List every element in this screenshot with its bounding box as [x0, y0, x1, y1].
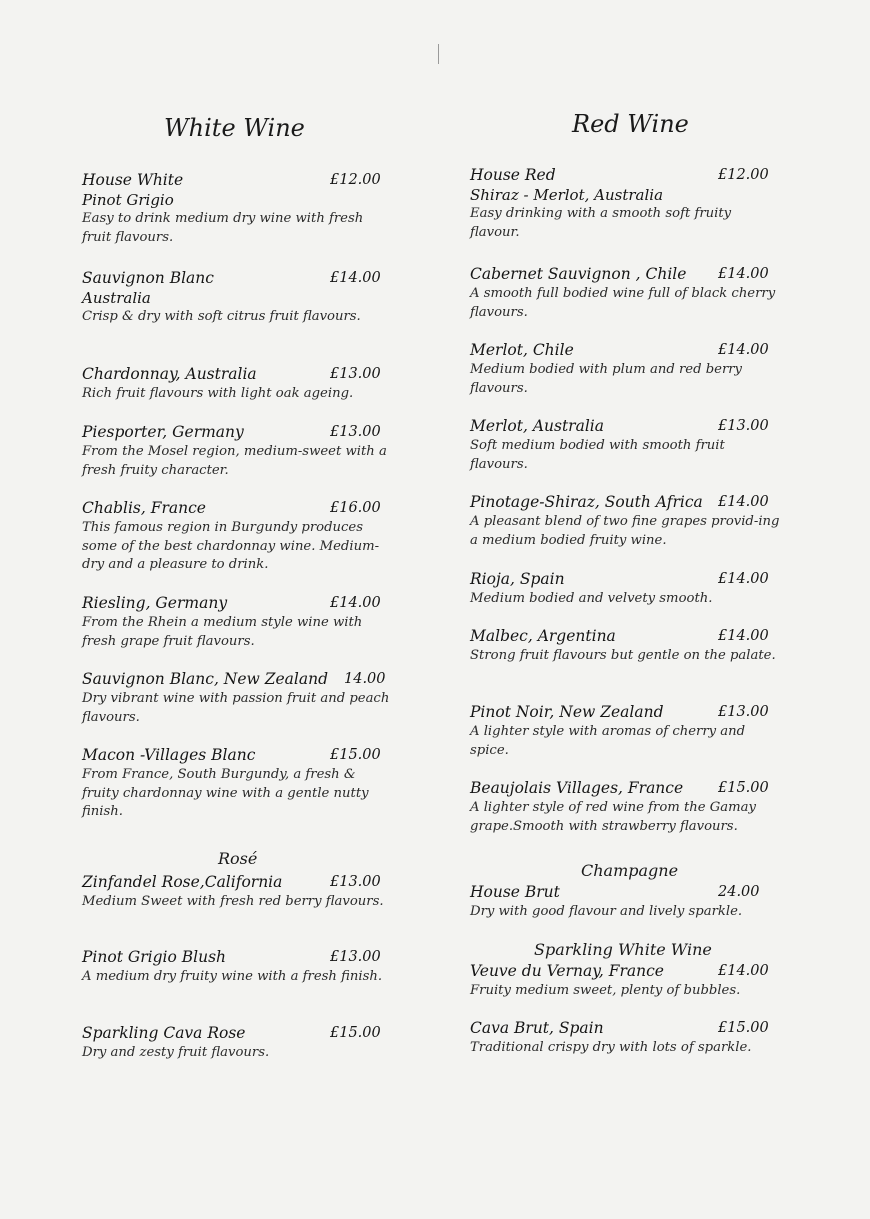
wine-name: Cabernet Sauvignon , Chile	[470, 265, 687, 283]
wine-description: Dry and zesty fruit flavours.	[82, 1045, 270, 1060]
wine-subtitle: Shiraz - Merlot, Australia	[470, 186, 664, 204]
wine-price: £14.00	[718, 963, 769, 979]
sparkling-wine-heading: Sparkling White Wine	[534, 940, 712, 959]
wine-description: Dry with good flavour and lively sparkle.	[470, 904, 743, 919]
wine-price: £14.00	[718, 266, 769, 282]
wine-description: Strong fruit flavours but gentle on the palate.	[470, 648, 776, 663]
wine-item	[82, 948, 394, 987]
wine-item	[82, 1024, 394, 1063]
wine-item	[470, 962, 782, 1001]
wine-description: Rich fruit flavours with light oak ageing.	[82, 386, 354, 401]
fold-mark	[438, 44, 439, 64]
wine-description: Fruity medium sweet, plenty of bubbles.	[470, 983, 741, 998]
wine-price: 24.00	[718, 884, 760, 900]
wine-name: Beaujolais Villages, France	[470, 779, 684, 797]
rose-heading: Rosé	[218, 849, 258, 868]
wine-name: Pinot Noir, New Zealand	[470, 703, 664, 721]
wine-item	[470, 1019, 782, 1058]
wine-item	[470, 265, 782, 322]
wine-item	[470, 779, 782, 836]
wine-price: £14.00	[330, 270, 381, 286]
wine-description: Crisp & dry with soft citrus fruit flavours.	[82, 309, 361, 324]
wine-item	[82, 499, 394, 575]
wine-item	[470, 883, 782, 922]
wine-item	[82, 594, 394, 651]
wine-item	[470, 166, 782, 242]
wine-name: House White	[82, 171, 184, 189]
wine-description: From the Mosel region, medium-sweet with a fresh fruity character.	[82, 444, 387, 478]
wine-item	[82, 171, 394, 247]
wine-description: A medium dry fruity wine with a fresh finish.	[82, 969, 383, 984]
wine-item	[470, 627, 782, 666]
wine-description: Soft medium bodied with smooth fruit flavours.	[470, 438, 725, 472]
wine-price: £14.00	[330, 595, 381, 611]
wine-name: Cava Brut, Spain	[470, 1019, 604, 1037]
wine-item	[470, 341, 782, 398]
wine-price: £14.00	[718, 342, 769, 358]
wine-item	[470, 703, 782, 760]
wine-description: Dry vibrant wine with passion fruit and peach flavours.	[82, 691, 390, 725]
white-wine-heading: White Wine	[164, 114, 305, 142]
wine-price: £13.00	[718, 704, 769, 720]
wine-description: Traditional crispy dry with lots of sparkle.	[470, 1040, 752, 1055]
wine-name: House Brut	[470, 883, 560, 901]
wine-item	[82, 269, 394, 327]
wine-item	[470, 570, 782, 609]
wine-price: £15.00	[330, 1025, 381, 1041]
wine-name: Pinotage-Shiraz, South Africa	[470, 493, 703, 511]
wine-name: Sauvignon Blanc, New Zealand	[82, 670, 329, 688]
wine-description: Easy drinking with a smooth soft fruity flavour.	[470, 206, 732, 240]
wine-item	[82, 746, 394, 822]
wine-description: A pleasant blend of two fine grapes provid-ing a medium bodied fruity wine.	[470, 514, 780, 548]
wine-description: A lighter style of red wine from the Gamay grape.Smooth with strawberry flavours.	[470, 800, 756, 834]
wine-name: Sauvignon Blanc	[82, 269, 214, 287]
wine-name: Macon -Villages Blanc	[82, 746, 256, 764]
wine-description: A lighter style with aromas of cherry and spice.	[470, 724, 746, 758]
wine-name: Malbec, Argentina	[470, 627, 616, 645]
wine-name: Pinot Grigio Blush	[82, 948, 227, 966]
wine-item	[82, 670, 394, 727]
wine-name: Rioja, Spain	[470, 570, 565, 588]
wine-price: £13.00	[330, 424, 381, 440]
wine-subtitle: Pinot Grigio	[82, 191, 174, 209]
wine-name: Merlot, Australia	[470, 417, 604, 435]
wine-item	[470, 417, 782, 474]
wine-item	[82, 365, 394, 404]
wine-description: Medium Sweet with fresh red berry flavours.	[82, 894, 384, 909]
wine-price: £12.00	[718, 167, 769, 183]
wine-price: £12.00	[330, 172, 381, 188]
wine-item	[82, 873, 394, 912]
wine-name: Veuve du Vernay, France	[470, 962, 664, 980]
wine-name: Chardonnay, Australia	[82, 365, 257, 383]
wine-price: £15.00	[718, 780, 769, 796]
wine-item	[82, 423, 394, 480]
wine-price: £15.00	[330, 747, 381, 763]
wine-price: £13.00	[330, 874, 381, 890]
wine-name: Riesling, Germany	[82, 594, 228, 612]
wine-item	[470, 493, 782, 550]
wine-price: £14.00	[718, 628, 769, 644]
wine-price: 14.00	[344, 671, 386, 687]
wine-price: £15.00	[718, 1020, 769, 1036]
wine-description: This famous region in Burgundy produces some of the best chardonnay wine. Medium-dry and a pleasure to drink.	[82, 520, 380, 572]
wine-price: £14.00	[718, 494, 769, 510]
wine-description: Medium bodied and velvety smooth.	[470, 591, 713, 606]
wine-description: A smooth full bodied wine full of black cherry flavours.	[470, 286, 776, 320]
wine-name: Zinfandel Rose,California	[82, 873, 283, 891]
wine-price: £13.00	[330, 366, 381, 382]
wine-description: Easy to drink medium dry wine with fresh fruit flavours.	[82, 211, 364, 245]
wine-name: Merlot, Chile	[470, 341, 574, 359]
wine-subtitle: Australia	[82, 289, 151, 307]
wine-description: From the Rhein a medium style wine with fresh grape fruit flavours.	[82, 615, 363, 649]
wine-price: £14.00	[718, 571, 769, 587]
wine-description: Medium bodied with plum and red berry flavours.	[470, 362, 743, 396]
wine-price: £13.00	[718, 418, 769, 434]
champagne-heading: Champagne	[581, 861, 679, 880]
wine-name: House Red	[470, 166, 556, 184]
wine-description: From France, South Burgundy, a fresh & fruity chardonnay wine with a gentle nutty finish.	[82, 767, 369, 819]
red-wine-heading: Red Wine	[572, 110, 689, 138]
wine-name: Sparkling Cava Rose	[82, 1024, 246, 1042]
wine-price: £16.00	[330, 500, 381, 516]
wine-name: Chablis, France	[82, 499, 206, 517]
wine-name: Piesporter, Germany	[82, 423, 244, 441]
wine-price: £13.00	[330, 949, 381, 965]
